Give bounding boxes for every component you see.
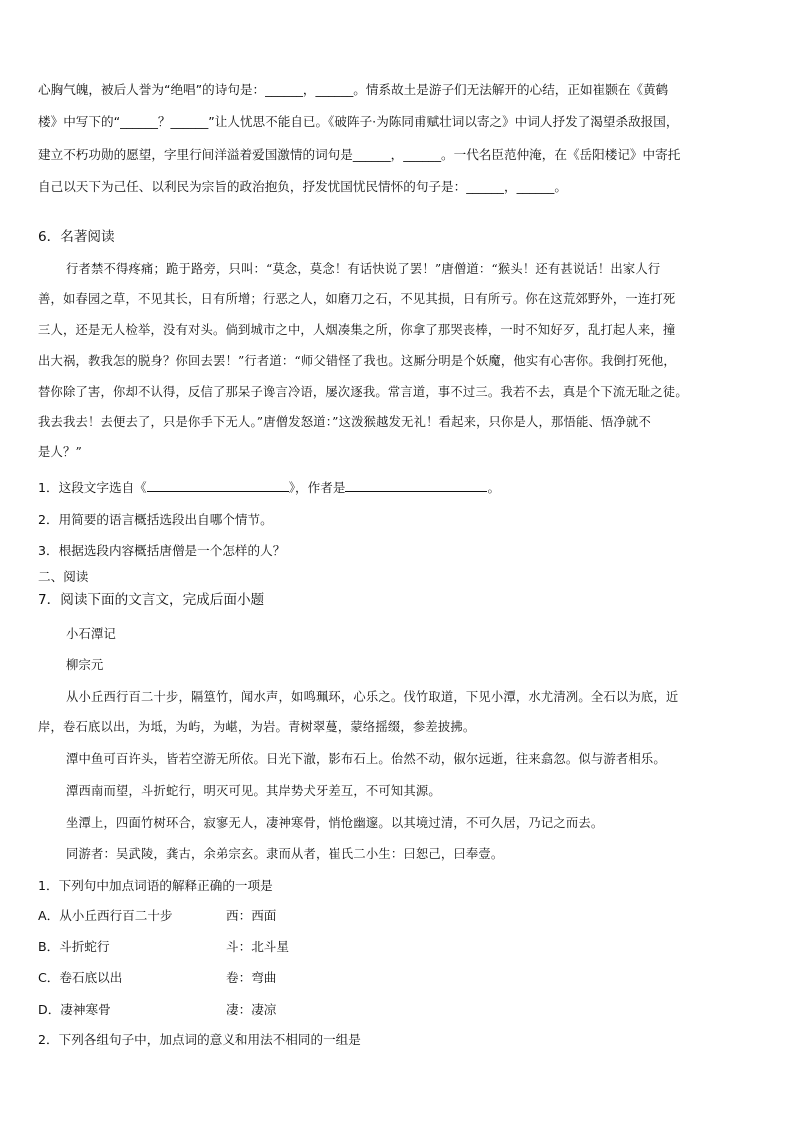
q6-sub1-prefix: 1．这段文字选自《 [38, 480, 147, 495]
q7-passage-line-5: 坐潭上，四面竹树环合，寂寥无人，凄神寒骨，悄怆幽邃。以其境过清，不可久居，乃记之而去。 [66, 816, 604, 830]
article-title: 小石潭记 [66, 627, 116, 641]
q6-passage-line-3: 三人，还是无人检举，没有对头。倘到城市之中，人烟凑集之所，你拿了那哭丧棒，一时不知好歹，乱打起人来，撞 [38, 323, 676, 337]
option-b-definition: 斗：北斗星 [226, 939, 289, 954]
q6-sub2: 2．用简要的语言概括选段出自哪个情节。 [38, 512, 273, 527]
article-author: 柳宗元 [66, 658, 104, 672]
q7-sub2: 2．下列各组句子中，加点词的意义和用法不相同的一组是 [38, 1032, 361, 1047]
fill-blank-line-2: 楼》中写下的“______？______”让人忧思不能自已。《破阵子·为陈同甫赋壮词以寄之》中词人抒发了渴望杀敌报国， [38, 114, 679, 129]
q6-passage-line-4: 出大祸，教我怎的脱身？你回去罢！”行者道：“师父错怪了我也。这厮分明是个妖魔，他实有心害你。我倒打死他， [38, 354, 676, 368]
q7-passage-line-2: 岸，卷石底以出，为坻，为屿，为嵁，为岩。青树翠蔓，蒙络摇缀，参差披拂。 [38, 720, 476, 734]
q7-passage-line-3: 潭中鱼可百许头，皆若空游无所依。日光下澈，影布石上。佁然不动，俶尔远逝，往来翕忽。似与游者相乐。 [66, 752, 666, 766]
q7-passage-line-6: 同游者：吴武陵，龚古，余弟宗玄。隶而从者，崔氏二小生：曰恕己，曰奉壹。 [66, 847, 504, 861]
option-b-label: B．斗折蛇行 [38, 939, 110, 954]
q6-title: 6．名著阅读 [38, 229, 115, 245]
q6-sub1-suffix: 。 [487, 480, 501, 495]
q7-passage-line-4: 潭西南而望，斗折蛇行，明灭可见。其岸势犬牙差互，不可知其源。 [66, 784, 441, 798]
q6-passage-line-7: 是人？” [38, 445, 82, 459]
q7-title: 7．阅读下面的文言文，完成后面小题 [38, 592, 265, 608]
q6-passage-line-6: 我去我去！去便去了，只是你手下无人。”唐僧发怒道：”这泼猴越发无礼！看起来，只你是人，那悟能、悟净就不 [38, 415, 652, 429]
option-d[interactable] [38, 1000, 760, 1019]
q6-passage-line-1: 行者禁不得疼痛；跪于路旁，只叫：“莫念，莫念！有话快说了罢！”唐僧道：“猴头！还有甚说话！出家人行 [66, 262, 661, 276]
fill-blank-line-4: 自己以天下为己任、以利民为宗旨的政治抱负，抒发忧国忧民情怀的句子是：______，______。 [38, 179, 567, 194]
q7-sub1: 1．下列句中加点词语的解释正确的一项是 [38, 878, 273, 893]
option-d-definition: 凄：凄凉 [226, 1002, 277, 1017]
q7-passage-line-1: 从小丘西行百二十步，隔篁竹，闻水声，如鸣珮环，心乐之。伐竹取道，下见小潭，水尤清冽。全石以为底，近 [66, 690, 679, 704]
option-c-label: C．卷石底以出 [38, 970, 123, 985]
q6-passage-line-5: 替你除了害，你却不认得，反信了那呆子谗言冷语，屡次逐我。常言道，事不过三。我若不去，真是个下流无耻之徒。 [38, 385, 688, 399]
section-2-title: 二、阅读 [38, 569, 89, 584]
author-blank[interactable] [345, 479, 487, 492]
option-a[interactable] [38, 906, 760, 925]
q6-sub1 [38, 478, 760, 497]
option-a-label: A．从小丘西行百二十步 [38, 908, 173, 923]
q6-passage-line-2: 善，如春园之草，不见其长，日有所增；行恶之人，如磨刀之石，不见其损，日有所亏。你在这荒郊野外，一连打死 [38, 292, 676, 306]
option-d-label: D．凄神寒骨 [38, 1002, 111, 1017]
q6-sub1-mid: 》，作者是 [288, 480, 346, 495]
fill-blank-line-1: 心胸气魄，被后人誉为“绝唱”的诗句是：______，______。情系故土是游子们无法解开的心结，正如崔颢在《黄鹤 [38, 82, 669, 97]
fill-blank-line-3: 建立不朽功勋的愿望，字里行间洋溢着爱国激情的词句是______，______。一代名臣范仲淹，在《岳阳楼记》中寄托 [38, 147, 681, 162]
option-c-definition: 卷：弯曲 [226, 970, 277, 985]
book-title-blank[interactable] [147, 479, 289, 492]
option-c[interactable] [38, 968, 760, 987]
option-b[interactable] [38, 937, 760, 956]
option-a-definition: 西：西面 [226, 908, 277, 923]
q6-sub3: 3．根据选段内容概括唐僧是一个怎样的人？ [38, 543, 286, 558]
